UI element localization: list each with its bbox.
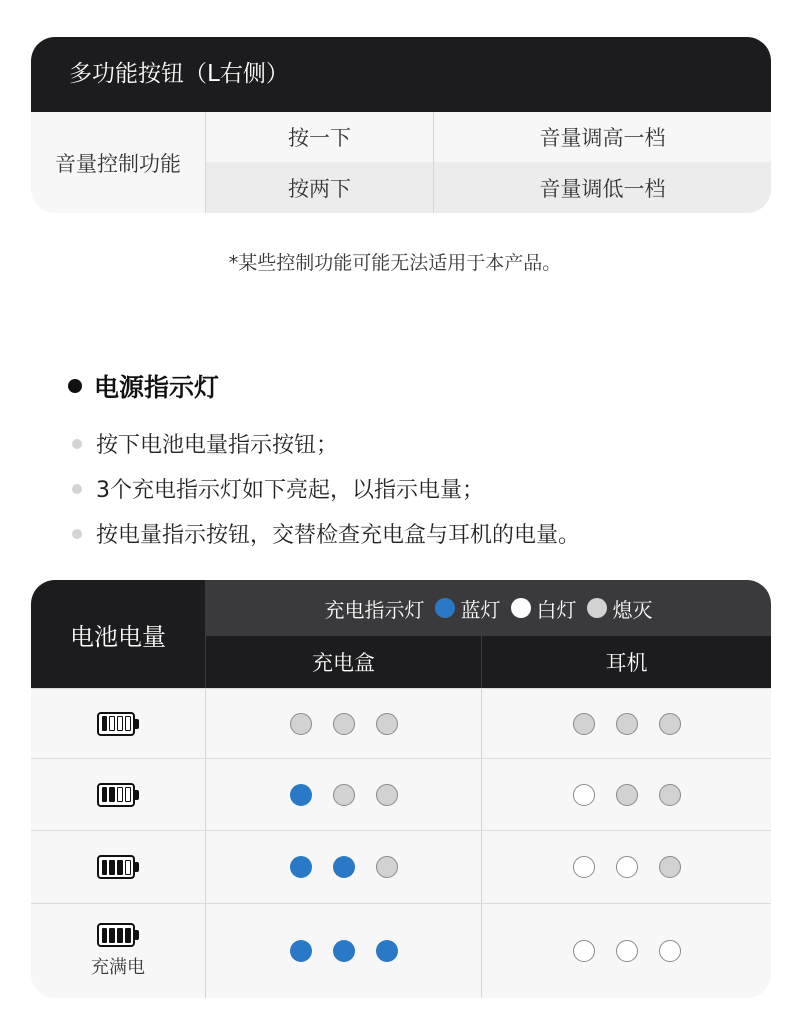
- case-indicator-cell: [206, 759, 482, 830]
- legend-item-blue: [435, 594, 501, 623]
- battery-icon: [97, 855, 139, 879]
- bullet-dot-icon: [68, 379, 82, 393]
- function-name-cell: 音量控制功能: [31, 112, 206, 213]
- battery-level-header: 电池电量: [31, 580, 206, 688]
- battery-icon: [97, 712, 139, 736]
- table-row: [31, 758, 771, 830]
- list-item-text: 3个充电指示灯如下亮起，以指示电量；: [96, 478, 484, 503]
- blue-light-icon: [376, 940, 398, 962]
- off-light-icon: [587, 598, 607, 618]
- white-light-icon: [616, 856, 638, 878]
- blue-light-icon: [290, 856, 312, 878]
- grey-light-icon: [573, 713, 595, 735]
- battery-icon: [97, 923, 139, 947]
- table-row: [31, 688, 771, 758]
- action-cell: 按一下: [206, 112, 434, 162]
- disclaimer-note: *某些控制功能可能无法适用于本产品。: [228, 252, 562, 274]
- grey-light-icon: [659, 713, 681, 735]
- earphone-indicator-cell: [482, 904, 771, 998]
- white-light-icon: [616, 940, 638, 962]
- white-light-icon: [573, 784, 595, 806]
- battery-level-cell: [31, 759, 206, 830]
- legend-label: 白灯: [536, 597, 577, 622]
- grey-light-icon: [659, 784, 681, 806]
- legend-item-off: [587, 594, 653, 623]
- legend-item-white: [511, 594, 577, 623]
- grey-light-icon: [376, 856, 398, 878]
- grey-light-icon: [616, 713, 638, 735]
- table-row: [206, 112, 771, 162]
- blue-light-icon: [435, 598, 455, 618]
- blue-light-icon: [290, 940, 312, 962]
- result-cell: 音量调低一档: [539, 176, 666, 201]
- list-item-text: 按电量指示按钮，交替检查充电盒与耳机的电量。: [96, 523, 581, 548]
- table-row: [31, 903, 771, 998]
- grey-light-icon: [376, 784, 398, 806]
- case-indicator-cell: [206, 904, 482, 998]
- legend-title: 充电指示灯: [324, 597, 425, 622]
- list-item-text: 按下电池电量指示按钮；: [96, 433, 339, 458]
- earphone-indicator-cell: [482, 831, 771, 903]
- grey-light-icon: [333, 784, 355, 806]
- indicator-legend: [206, 580, 771, 636]
- battery-level-cell: [31, 689, 206, 758]
- blue-light-icon: [333, 856, 355, 878]
- battery-indicator-table: [31, 580, 771, 998]
- section-heading: [68, 368, 219, 404]
- button-function-table: [31, 37, 771, 213]
- section-title: 电源指示灯: [94, 373, 220, 402]
- result-cell: 音量调高一档: [539, 126, 666, 150]
- list-item: [68, 511, 580, 556]
- bullet-dot-icon: [72, 439, 82, 449]
- battery-level-cell: [31, 831, 206, 903]
- blue-light-icon: [333, 940, 355, 962]
- case-indicator-cell: [206, 689, 482, 758]
- bullet-dot-icon: [72, 529, 82, 539]
- battery-level-cell: [31, 904, 206, 998]
- white-light-icon: [511, 598, 531, 618]
- column-header-case: 充电盒: [206, 636, 482, 688]
- instruction-list: [68, 421, 580, 556]
- action-cell: 按两下: [206, 162, 434, 213]
- list-item: [68, 466, 580, 511]
- button-table-title: 多功能按钮（L右侧）: [31, 37, 771, 112]
- blue-light-icon: [290, 784, 312, 806]
- column-header-earphone: 耳机: [482, 636, 771, 688]
- grey-light-icon: [376, 713, 398, 735]
- grey-light-icon: [290, 713, 312, 735]
- grey-light-icon: [333, 713, 355, 735]
- earphone-indicator-cell: [482, 759, 771, 830]
- earphone-indicator-cell: [482, 689, 771, 758]
- legend-label: 熄灭: [612, 597, 653, 622]
- grey-light-icon: [616, 784, 638, 806]
- battery-icon: [97, 783, 139, 807]
- table-row: [206, 162, 771, 213]
- table-row: [31, 830, 771, 903]
- white-light-icon: [573, 940, 595, 962]
- case-indicator-cell: [206, 831, 482, 903]
- full-charge-label: 充满电: [91, 957, 145, 978]
- white-light-icon: [573, 856, 595, 878]
- legend-label: 蓝灯: [460, 597, 501, 622]
- bullet-dot-icon: [72, 484, 82, 494]
- list-item: [68, 421, 580, 466]
- grey-light-icon: [659, 856, 681, 878]
- white-light-icon: [659, 940, 681, 962]
